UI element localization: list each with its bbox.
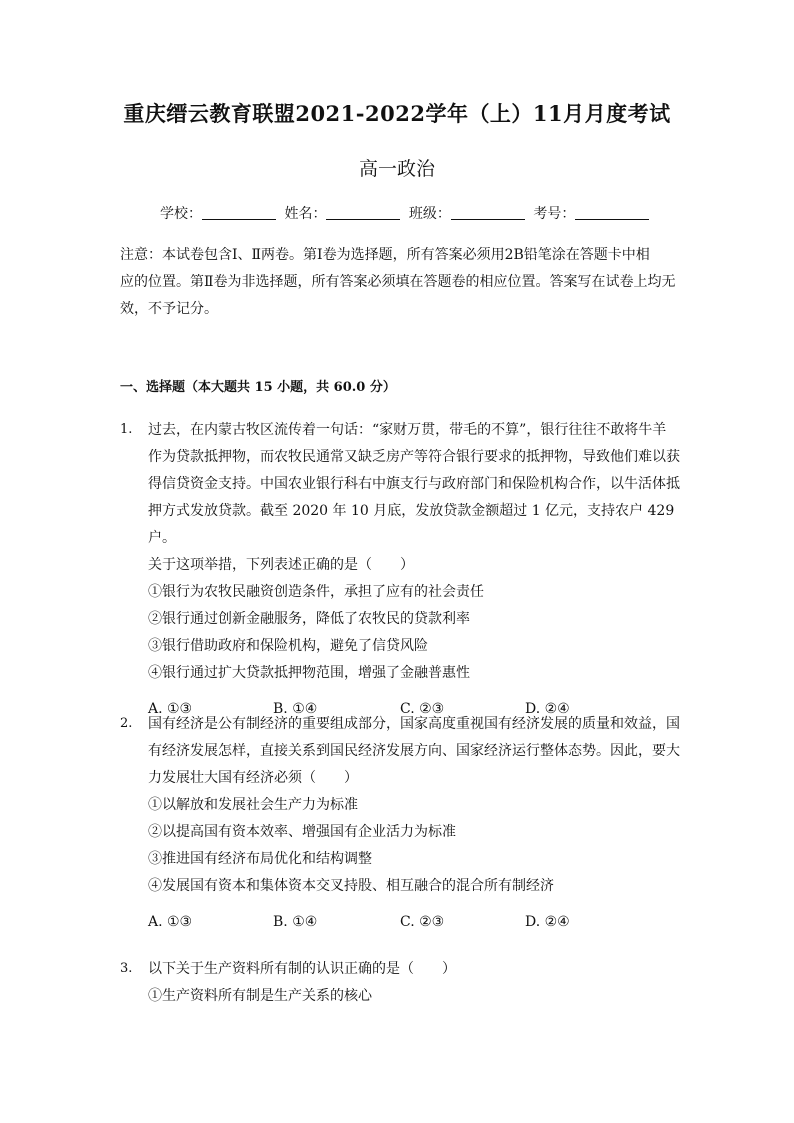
statement: ②银行通过创新金融服务，降低了农牧民的贷款利率 [148, 611, 470, 627]
question-2 [120, 711, 690, 936]
statement: ③银行借助政府和保险机构，避免了信贷风险 [148, 638, 428, 654]
question-3 [120, 956, 690, 1010]
question-number: 1. [120, 422, 133, 437]
option-d[interactable]: D. ②④ [525, 701, 570, 717]
student-info-line [160, 203, 653, 223]
school-label: 学校： [160, 206, 202, 222]
question-stem-line: 作为贷款抵押物，而农牧民通常又缺乏房产等符合银行要求的抵押物，导致他们难以获 [148, 449, 680, 465]
option-c[interactable]: C. ②③ [400, 701, 445, 717]
notice-line: 注意：本试卷包含Ⅰ、Ⅱ两卷。第Ⅰ卷为选择题，所有答案必须用2B铅笔涂在答题卡中相 [120, 247, 650, 263]
statement: ②以提高国有资本效率、增强国有企业活力为标准 [148, 824, 456, 840]
exam-subject: 高一政治 [358, 158, 435, 180]
exam-notice [120, 242, 680, 323]
statement: ①以解放和发展社会生产力为标准 [148, 797, 358, 813]
option-b[interactable]: B. ①④ [273, 914, 318, 930]
question-1 [120, 417, 690, 723]
name-blank [326, 205, 400, 220]
question-stem-line: 押方式发放贷款。截至 2020 年 10 月底，发放贷款金额超过 1 亿元，支持农户 429 户。 [148, 503, 675, 546]
question-stem-line: 过去，在内蒙古牧区流传着一句话：“家财万贯，带毛的不算”，银行往往不敢将牛羊 [148, 422, 667, 438]
option-a[interactable]: A. ①③ [148, 914, 193, 930]
section-heading: 一、选择题（本大题共 15 小题，共 60.0 分） [120, 380, 396, 395]
option-c[interactable]: C. ②③ [400, 914, 445, 930]
exam-title: 重庆缙云教育联盟2021-2022学年（上）11月月度考试 [123, 101, 671, 126]
question-number: 3. [120, 961, 133, 976]
statement: ③推进国有经济布局优化和结构调整 [148, 851, 372, 867]
statement: ①银行为农牧民融资创造条件，承担了应有的社会责任 [148, 584, 484, 600]
statement: ④发展国有资本和集体资本交叉持股、相互融合的混合所有制经济 [148, 878, 554, 894]
question-stem-line: 力发展壮大国有经济必须（ ） [148, 770, 358, 786]
question-stem-line: 以下关于生产资料所有制的认识正确的是（ ） [148, 961, 456, 977]
option-a[interactable]: A. ①③ [148, 701, 193, 717]
exam-number-blank [575, 205, 649, 220]
name-label: 姓名： [284, 206, 327, 222]
option-d[interactable]: D. ②④ [525, 914, 570, 930]
school-blank [202, 205, 276, 220]
option-b[interactable]: B. ①④ [273, 701, 318, 717]
class-blank [451, 205, 525, 220]
notice-line: 应的位置。第Ⅱ卷为非选择题，所有答案必须填在答题卷的相应位置。答案写在试卷上均无 [120, 274, 676, 290]
statement: ④银行通过扩大贷款抵押物范围，增强了金融普惠性 [148, 665, 470, 681]
statement: ①生产资料所有制是生产关系的核心 [148, 988, 372, 1004]
question-number: 2. [120, 716, 133, 731]
question-stem-line: 关于这项举措，下列表述正确的是（ ） [148, 557, 414, 573]
notice-line: 效，不予记分。 [120, 301, 218, 317]
question-stem-line: 国有经济是公有制经济的重要组成部分，国家高度重视国有经济发展的质量和效益，国 [148, 716, 680, 732]
answer-options [148, 914, 690, 936]
question-stem-line: 有经济发展怎样，直接关系到国民经济发展方向、国家经济运行整体态势。因此，要大 [148, 743, 680, 759]
class-label: 班级： [408, 206, 451, 222]
exam-number-label: 考号： [533, 206, 576, 222]
question-stem-line: 得信贷资金支持。中国农业银行科右中旗支行与政府部门和保险机构合作，以牛活体抵 [148, 476, 680, 492]
